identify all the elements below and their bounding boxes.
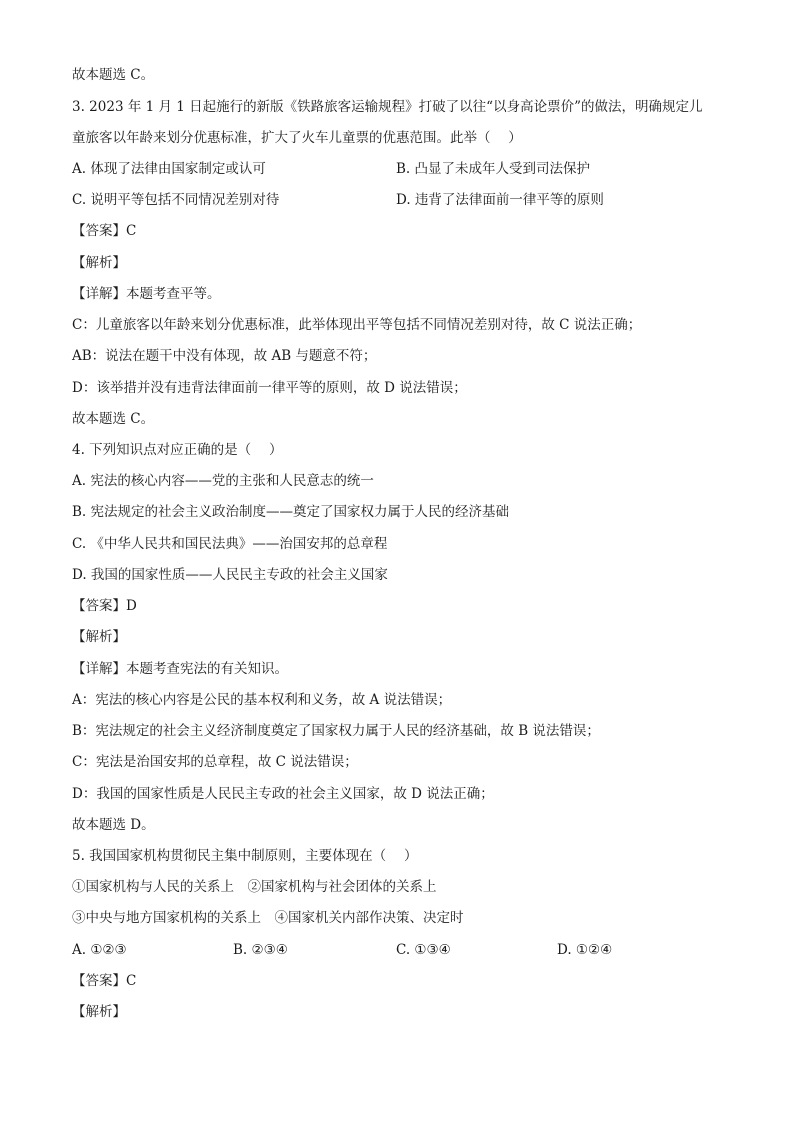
conclusion-q4: 故本题选 D。 — [72, 817, 155, 833]
q3-option-c: C. 说明平等包括不同情况差别对待 — [72, 192, 280, 208]
q4-option-b: B. 宪法规定的社会主义政治制度——奠定了国家权力属于人民的经济基础 — [72, 504, 510, 520]
q4-analysis-heading: 【解析】 — [72, 629, 126, 645]
q3-answer: 【答案】C — [72, 223, 137, 239]
q3-option-b: B. 凸显了未成年人受到司法保护 — [396, 161, 591, 177]
q5-option-c: C. ①③④ — [396, 942, 451, 958]
question-5-stem: 5. 我国国家机构贯彻民主集中制原则，主要体现在（ ） — [72, 848, 418, 864]
q5-option-a: A. ①②③ — [72, 942, 127, 958]
q4-option-c: C. 《中华人民共和国民法典》——治国安邦的总章程 — [72, 536, 388, 552]
q3-detail-heading: 【详解】本题考查平等。 — [72, 286, 221, 302]
q5-items-1-2: ①国家机构与人民的关系上 ②国家机构与社会团体的关系上 — [72, 879, 437, 895]
q4-detail-d: D：我国的国家性质是人民民主专政的社会主义国家，故 D 说法正确； — [72, 786, 494, 802]
q4-option-a: A. 宪法的核心内容——党的主张和人民意志的统一 — [72, 473, 374, 489]
q3-option-d: D. 违背了法律面前一律平等的原则 — [396, 192, 604, 208]
q5-option-b: B. ②③④ — [233, 942, 288, 958]
q5-option-d: D. ①②④ — [557, 942, 613, 958]
question-3-stem-line-1: 3. 2023 年 1 月 1 日起施行的新版《铁路旅客运输规程》打破了以往“以身高论票价”的做法，明确规定儿 — [72, 99, 703, 115]
q4-detail-a: A：宪法的核心内容是公民的基本权利和义务，故 A 说法错误； — [72, 692, 452, 708]
q3-option-a: A. 体现了法律由国家制定或认可 — [72, 161, 266, 177]
q5-analysis-heading: 【解析】 — [72, 1004, 126, 1020]
q4-answer: 【答案】D — [72, 598, 137, 614]
q4-detail-c: C：宪法是治国安邦的总章程，故 C 说法错误； — [72, 754, 358, 770]
q4-option-d: D. 我国的国家性质——人民民主专政的社会主义国家 — [72, 567, 388, 583]
q3-analysis-heading: 【解析】 — [72, 255, 126, 271]
q4-detail-heading: 【详解】本题考查宪法的有关知识。 — [72, 661, 288, 677]
q3-detail-ab: AB：说法在题干中没有体现，故 AB 与题意不符； — [72, 348, 377, 364]
q3-detail-d: D：该举措并没有违背法律面前一律平等的原则，故 D 说法错误； — [72, 380, 467, 396]
conclusion-q3: 故本题选 C。 — [72, 411, 155, 427]
q3-detail-c: C：儿童旅客以年龄来划分优惠标准，此举体现出平等包括不同情况差别对待，故 C 说法正确； — [72, 317, 642, 333]
q4-detail-b: B：宪法规定的社会主义经济制度奠定了国家权力属于人民的经济基础，故 B 说法错误； — [72, 723, 600, 739]
q5-items-3-4: ③中央与地方国家机构的关系上 ④国家机关内部作决策、决定时 — [72, 910, 464, 926]
q5-answer: 【答案】C — [72, 973, 137, 989]
question-4-stem: 4. 下列知识点对应正确的是（ ） — [72, 442, 283, 458]
question-3-stem-line-2: 童旅客以年龄来划分优惠标准，扩大了火车儿童票的优惠范围。此举（ ） — [72, 130, 522, 146]
conclusion-q2: 故本题选 C。 — [72, 67, 155, 83]
